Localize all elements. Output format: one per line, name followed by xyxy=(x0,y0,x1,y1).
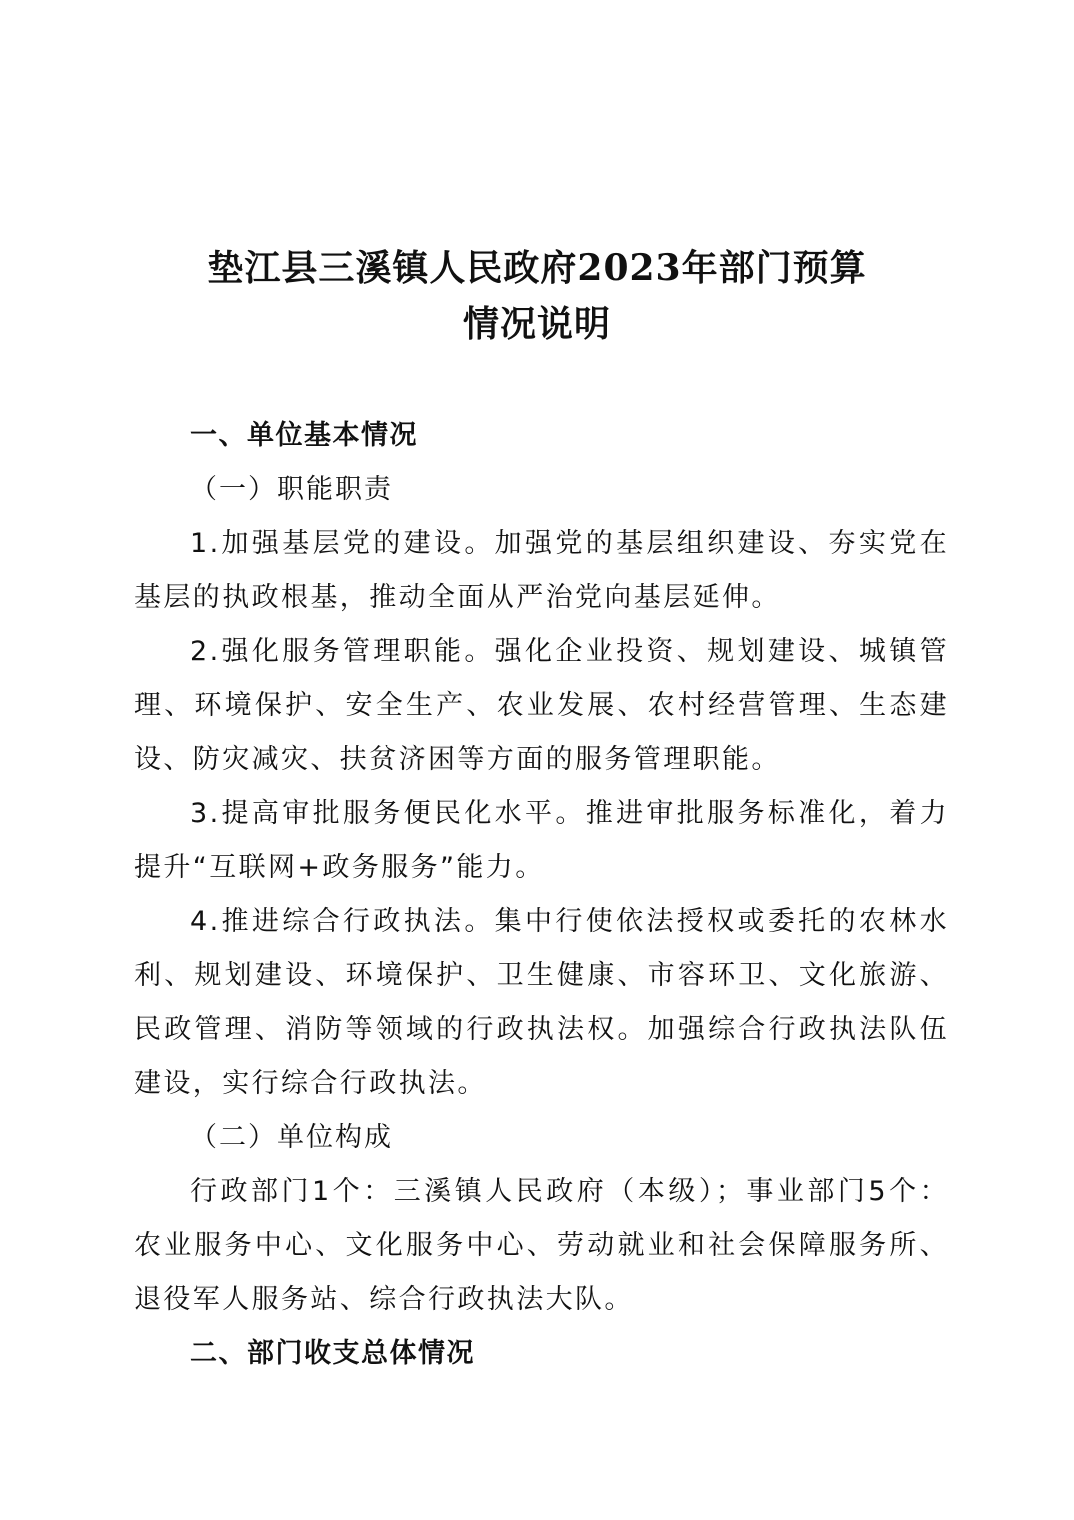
document-title-line-2: 情况说明 xyxy=(462,303,611,345)
duty-item-1: 1.加强基层党的建设。加强党的基层组织建设、夯实党在基层的执政根基，推动全面从严治党向基层延伸。 xyxy=(134,528,949,613)
subsection-composition-heading: （二）单位构成 xyxy=(190,1122,393,1153)
section-1-heading: 一、单位基本情况 xyxy=(190,420,418,451)
subsection-duties-heading: （一）职能职责 xyxy=(190,474,393,505)
duty-item-3: 3.提高审批服务便民化水平。推进审批服务标准化，着力提升“互联网+政务服务”能力。 xyxy=(134,798,949,883)
duty-item-2: 2.强化服务管理职能。强化企业投资、规划建设、城镇管理、环境保护、安全生产、农业发展、农村经营管理、生态建设、防灾减灾、扶贫济困等方面的服务管理职能。 xyxy=(134,636,949,775)
duty-item-4: 4.推进综合行政执法。集中行使依法授权或委托的农林水利、规划建设、环境保护、卫生健康、市容环卫、文化旅游、民政管理、消防等领域的行政执法权。加强综合行政执法队伍建设，实行综合行政执法。 xyxy=(134,906,949,1099)
composition-paragraph: 行政部门1个：三溪镇人民政府（本级）；事业部门5个：农业服务中心、文化服务中心、劳动就业和社会保障服务所、退役军人服务站、综合行政执法大队。 xyxy=(134,1176,949,1315)
document-title-line-1: 垫江县三溪镇人民政府2023年部门预算 xyxy=(207,247,867,289)
section-2-heading: 二、部门收支总体情况 xyxy=(190,1338,475,1369)
